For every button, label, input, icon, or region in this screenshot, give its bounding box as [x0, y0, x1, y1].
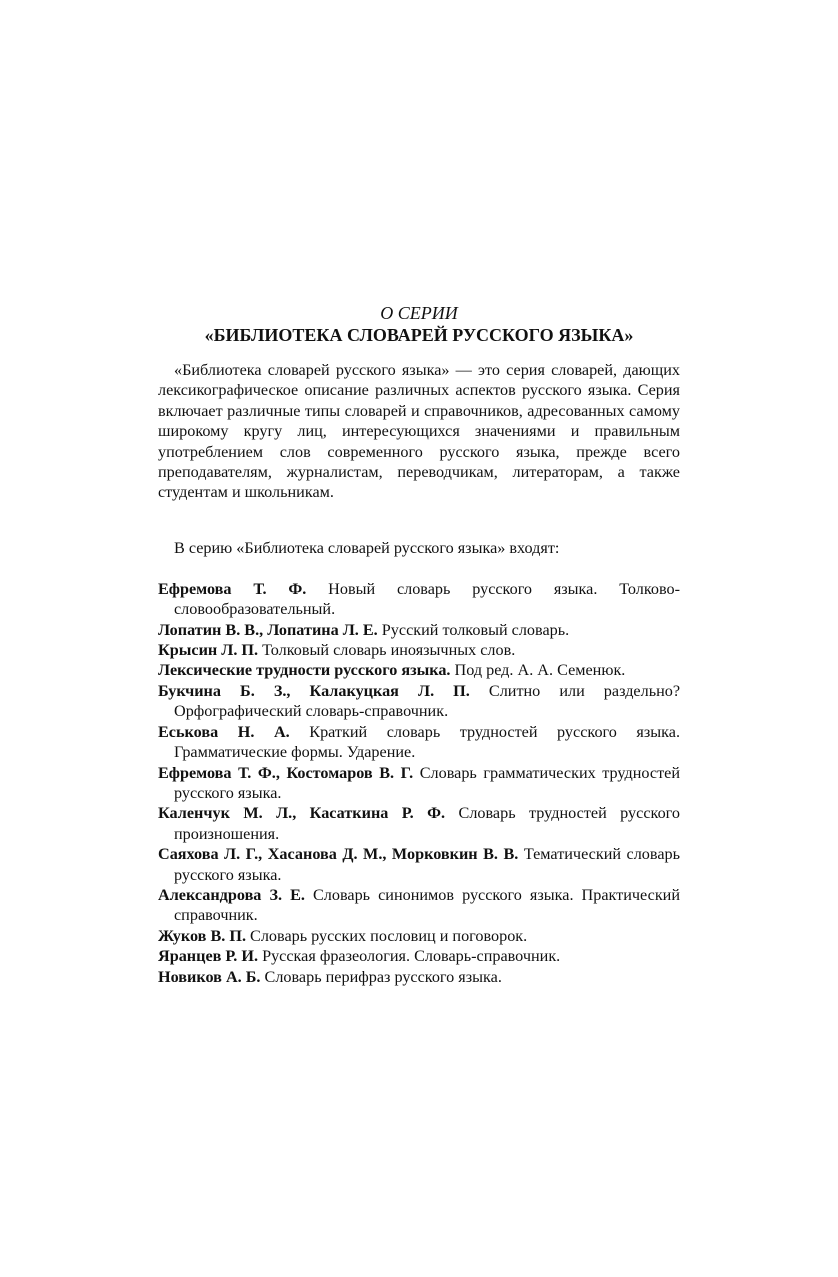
- book-title: Словарь перифраз русского языка.: [264, 967, 502, 986]
- book-title: Краткий словарь трудностей русского языка. Грамматические формы. Ударение.: [174, 722, 680, 762]
- book-entry: [158, 967, 680, 987]
- book-title: Словарь грамматических трудностей русского языка.: [174, 763, 681, 802]
- book-title: Тематический словарь русского языка.: [174, 845, 680, 884]
- intro-paragraph: «Библиотека словарей русского языка» — это серия словарей, дающих лексикографическое описание различных аспектов русского языка. Серия включает различные типы словарей и справочников, адресованных самому широкому кругу лиц, интересующихся значениями и правильным употреблением слов современного русского языка, прежде всего преподавателям, журналистам, переводчикам, литераторам, а также студентам и школьникам.: [158, 361, 680, 502]
- page-content: [158, 302, 680, 987]
- book-author: Жуков В. П.: [158, 926, 246, 945]
- book-author: Новиков А. Б.: [158, 967, 261, 986]
- book-title: Словарь трудностей русского произношения.: [174, 804, 680, 843]
- book-entry: [158, 803, 680, 844]
- book-title: Словарь русских пословиц и поговорок.: [250, 926, 528, 945]
- book-author: Саяхова Л. Г., Хасанова Д. М., Морковкин В. В.: [158, 845, 519, 864]
- book-entry: [158, 885, 680, 926]
- book-author: Еськова Н. А.: [158, 722, 290, 741]
- includes-line: В серию «Библиотека словарей русского языка» входят:: [174, 538, 560, 557]
- book-author: Ефремова Т. Ф., Костомаров В. Г.: [158, 763, 414, 782]
- book-entry: [158, 620, 680, 640]
- book-entry: [158, 763, 680, 804]
- book-author: Ефремова Т. Ф.: [158, 579, 307, 598]
- book-entry: [158, 640, 680, 660]
- book-entry: [158, 579, 680, 620]
- book-author: Крысин Л. П.: [158, 641, 259, 660]
- book-author: Лопатин В. В., Лопатина Л. Е.: [158, 620, 378, 639]
- book-title: Русская фразеология. Словарь-справочник.: [262, 947, 561, 966]
- book-author: Каленчук М. Л., Касаткина Р. Ф.: [158, 804, 446, 823]
- book-author: Александрова З. Е.: [158, 885, 305, 904]
- book-title: Новый словарь русского языка. Толково-словообразовательный.: [174, 579, 681, 619]
- book-entry: [158, 660, 680, 680]
- book-author: Букчина Б. З., Калакуцкая Л. П.: [158, 681, 470, 700]
- book-entry: [158, 722, 680, 763]
- series-title: «БИБЛИОТЕКА СЛОВАРЕЙ РУССКОГО ЯЗЫКА»: [204, 325, 634, 345]
- book-title: Слитно или раздельно? Орфографический словарь-справочник.: [174, 681, 681, 721]
- book-entry: [158, 946, 680, 966]
- book-entry: [158, 926, 680, 946]
- book-entry: [158, 681, 680, 722]
- book-author: Яранцев Р. И.: [158, 947, 259, 966]
- book-title: Русский толковый словарь.: [381, 620, 570, 639]
- series-label: О СЕРИИ: [380, 303, 458, 323]
- book-title: Толковый словарь иноязычных слов.: [262, 641, 516, 660]
- book-entry: [158, 844, 680, 885]
- book-author: Лексические трудности русского языка.: [158, 661, 451, 680]
- book-title: Словарь синонимов русского языка. Практический справочник.: [174, 885, 681, 925]
- book-title: Под ред. А. А. Семенюк.: [454, 661, 626, 680]
- book-list: [158, 579, 680, 987]
